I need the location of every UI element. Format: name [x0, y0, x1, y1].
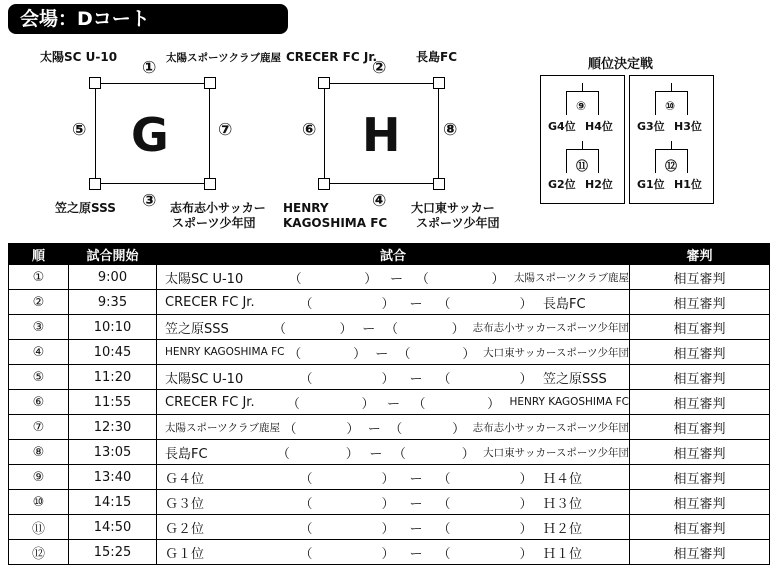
- score-paren-close: ）: [461, 446, 475, 462]
- score-dash: ー: [409, 296, 423, 312]
- score-paren-close: ）: [339, 321, 353, 337]
- score-dash: ー: [387, 396, 401, 412]
- home-team: CRECER FC Jr.: [165, 294, 255, 310]
- score-paren-close: ）: [381, 296, 395, 312]
- start-time: 14:50: [69, 515, 157, 540]
- score-paren-close: ）: [381, 371, 395, 387]
- score-paren-close: ）: [381, 471, 395, 487]
- match-number: ⑪: [9, 515, 69, 540]
- referee: 相互審判: [630, 490, 770, 515]
- match-number: ⑤: [9, 365, 69, 390]
- referee: 相互審判: [630, 265, 770, 290]
- away-team: Ｈ４位: [543, 471, 583, 487]
- score-paren-close: ）: [353, 346, 367, 362]
- bracket-number: ⑩: [665, 99, 676, 113]
- score-paren-close: ）: [519, 371, 533, 387]
- score-paren-close: ）: [381, 546, 395, 562]
- away-team: 笠之原SSS: [543, 371, 607, 387]
- start-time: 10:45: [69, 340, 157, 365]
- match-number: ⑧: [9, 440, 69, 465]
- corner-marker: [318, 77, 330, 89]
- corner-marker: [89, 178, 101, 190]
- score-paren-close: ）: [491, 271, 505, 287]
- referee: 相互審判: [630, 440, 770, 465]
- away-team: HENRY KAGOSHIMA FC: [509, 396, 629, 408]
- away-team: 志布志小サッカースポーツ少年団: [472, 421, 629, 434]
- start-time: 13:05: [69, 440, 157, 465]
- away-team: Ｈ１位: [543, 546, 583, 562]
- score-paren-open: （: [437, 546, 451, 562]
- away-team: 太陽スポーツクラブ鹿屋: [514, 271, 629, 284]
- match-circle: ⑤: [72, 120, 87, 140]
- match-cell: [157, 365, 630, 390]
- match-circle: ⑦: [218, 120, 233, 140]
- match-cell: [157, 540, 630, 565]
- bracket-team: H3位: [674, 120, 702, 133]
- home-team: 太陽SC U-10: [165, 371, 244, 387]
- home-team: Ｇ３位: [165, 496, 205, 512]
- score-paren-open: （: [392, 446, 406, 462]
- start-time: 14:15: [69, 490, 157, 515]
- team-label: 長島FC: [416, 50, 458, 64]
- col-header-match: 試合: [157, 244, 630, 265]
- match-cell: [157, 290, 630, 315]
- match-number: ⑥: [9, 390, 69, 415]
- score-paren-open: （: [276, 446, 290, 462]
- score-paren-open: （: [415, 271, 429, 287]
- score-paren-open: （: [299, 496, 313, 512]
- referee: 相互審判: [630, 465, 770, 490]
- table-row: [9, 365, 770, 390]
- away-team: 大口東サッカースポーツ少年団: [483, 446, 630, 459]
- home-team: HENRY KAGOSHIMA FC: [165, 346, 285, 358]
- score-paren-open: （: [286, 396, 300, 412]
- bracket-number: ⑪: [576, 159, 589, 173]
- score-paren-open: （: [299, 296, 313, 312]
- bracket-number: ⑫: [665, 159, 678, 173]
- score-dash: ー: [409, 471, 423, 487]
- match-cell: [157, 490, 630, 515]
- col-header-no: 順: [9, 244, 69, 265]
- table-row: [9, 390, 770, 415]
- table-row: [9, 290, 770, 315]
- away-team: Ｈ２位: [543, 521, 583, 537]
- score-paren-open: （: [437, 521, 451, 537]
- score-paren-close: ）: [381, 496, 395, 512]
- score-paren-close: ）: [452, 421, 466, 437]
- score-paren-open: （: [272, 321, 286, 337]
- score-dash: ー: [409, 371, 423, 387]
- score-paren-open: （: [288, 271, 302, 287]
- match-number: ④: [9, 340, 69, 365]
- start-time: 9:35: [69, 290, 157, 315]
- match-cell: [157, 465, 630, 490]
- match-cell: [157, 415, 630, 440]
- schedule-table: [8, 243, 770, 565]
- score-dash: ー: [409, 496, 423, 512]
- match-cell: [157, 315, 630, 340]
- match-circle: ③: [142, 191, 157, 211]
- corner-marker: [204, 77, 216, 89]
- score-dash: ー: [362, 321, 376, 337]
- table-row: [9, 315, 770, 340]
- bracket-team: G3位: [637, 120, 665, 133]
- score-dash: ー: [369, 446, 383, 462]
- away-team: 長島FC: [543, 296, 586, 312]
- team-label: KAGOSHIMA FC: [283, 216, 388, 230]
- referee: 相互審判: [630, 290, 770, 315]
- match-circle: ①: [142, 58, 157, 78]
- referee: 相互審判: [630, 515, 770, 540]
- bracket-number: ⑨: [576, 99, 587, 113]
- match-cell: [157, 265, 630, 290]
- start-time: 11:20: [69, 365, 157, 390]
- team-label: 太陽スポーツクラブ鹿屋: [166, 52, 281, 64]
- score-dash: ー: [409, 521, 423, 537]
- team-label: 太陽SC U-10: [40, 50, 118, 64]
- home-team: 太陽スポーツクラブ鹿屋: [165, 421, 280, 434]
- corner-marker: [318, 178, 330, 190]
- start-time: 9:00: [69, 265, 157, 290]
- match-circle: ⑥: [302, 120, 317, 140]
- score-paren-open: （: [437, 471, 451, 487]
- table-row: [9, 490, 770, 515]
- referee: 相互審判: [630, 390, 770, 415]
- table-row: [9, 415, 770, 440]
- bracket-team: G4位: [548, 120, 576, 133]
- corner-marker: [433, 178, 445, 190]
- match-cell: [157, 515, 630, 540]
- home-team: Ｇ４位: [165, 471, 205, 487]
- score-paren-open: （: [389, 421, 403, 437]
- score-paren-open: （: [412, 396, 426, 412]
- bracket-team: H2位: [585, 178, 613, 191]
- match-circle: ⑧: [443, 120, 458, 140]
- referee: 相互審判: [630, 415, 770, 440]
- score-paren-open: （: [437, 496, 451, 512]
- home-team: CRECER FC Jr.: [165, 394, 255, 410]
- referee: 相互審判: [630, 315, 770, 340]
- home-team: Ｇ１位: [165, 546, 205, 562]
- start-time: 11:55: [69, 390, 157, 415]
- table-row: [9, 465, 770, 490]
- team-label: 大口東サッカー: [411, 201, 495, 215]
- score-paren-open: （: [299, 521, 313, 537]
- match-number: ⑫: [9, 540, 69, 565]
- playoff-title: 順位決定戦: [588, 57, 654, 72]
- score-paren-close: ）: [462, 346, 476, 362]
- start-time: 15:25: [69, 540, 157, 565]
- score-dash: ー: [409, 546, 423, 562]
- score-paren-close: ）: [519, 546, 533, 562]
- match-number: ①: [9, 265, 69, 290]
- team-label: HENRY: [283, 201, 329, 215]
- match-number: ⑦: [9, 415, 69, 440]
- match-cell: [157, 390, 630, 415]
- away-team: 大口東サッカースポーツ少年団: [483, 346, 629, 359]
- match-circle: ②: [372, 58, 387, 78]
- group-letter: G: [131, 108, 169, 162]
- corner-marker: [89, 77, 101, 89]
- score-paren-open: （: [437, 296, 451, 312]
- match-number: ⑨: [9, 465, 69, 490]
- away-team: Ｈ３位: [543, 496, 583, 512]
- score-paren-open: （: [299, 371, 313, 387]
- score-paren-close: ）: [364, 271, 378, 287]
- match-circle: ④: [372, 191, 387, 211]
- start-time: 13:40: [69, 465, 157, 490]
- score-paren-close: ）: [519, 471, 533, 487]
- team-label: スポーツ少年団: [416, 216, 500, 230]
- match-number: ⑩: [9, 490, 69, 515]
- match-cell: [157, 340, 630, 365]
- venue-title: 会場：Dコート: [8, 4, 288, 34]
- bracket-team: G2位: [548, 178, 576, 191]
- match-number: ③: [9, 315, 69, 340]
- table-header-row: [9, 244, 770, 265]
- corner-marker: [204, 178, 216, 190]
- score-paren-open: （: [288, 346, 302, 362]
- score-paren-close: ）: [346, 421, 360, 437]
- match-cell: [157, 440, 630, 465]
- score-paren-open: （: [437, 371, 451, 387]
- start-time: 12:30: [69, 415, 157, 440]
- score-paren-close: ）: [519, 296, 533, 312]
- referee: 相互審判: [630, 340, 770, 365]
- team-label: 笠之原SSS: [55, 201, 116, 215]
- score-paren-open: （: [385, 321, 399, 337]
- team-label: 志布志小サッカー: [170, 201, 266, 215]
- table-row: [9, 440, 770, 465]
- score-paren-close: ）: [487, 396, 501, 412]
- score-paren-close: ）: [519, 496, 533, 512]
- referee: 相互審判: [630, 540, 770, 565]
- start-time: 10:10: [69, 315, 157, 340]
- team-label: スポーツ少年団: [172, 216, 256, 230]
- score-paren-close: ）: [519, 521, 533, 537]
- home-team: Ｇ２位: [165, 521, 205, 537]
- table-row: [9, 540, 770, 565]
- bracket-team: H4位: [585, 120, 613, 133]
- table-row: [9, 265, 770, 290]
- score-paren-open: （: [283, 421, 297, 437]
- away-team: 志布志小サッカースポーツ少年団: [472, 321, 630, 334]
- referee: 相互審判: [630, 365, 770, 390]
- match-number: ②: [9, 290, 69, 315]
- group-letter: H: [362, 108, 401, 162]
- col-header-time: 試合開始: [69, 244, 157, 265]
- score-paren-close: ）: [345, 446, 359, 462]
- home-team: 笠之原SSS: [165, 321, 229, 337]
- score-paren-close: ）: [361, 396, 375, 412]
- table-row: [9, 515, 770, 540]
- score-paren-open: （: [299, 546, 313, 562]
- home-team: 長島FC: [165, 446, 208, 462]
- team-label: CRECER FC Jr.: [286, 50, 378, 64]
- col-header-referee: 審判: [630, 244, 770, 265]
- score-paren-close: ）: [451, 321, 465, 337]
- score-paren-open: （: [397, 346, 411, 362]
- score-dash: ー: [390, 271, 404, 287]
- bracket-team: H1位: [674, 178, 702, 191]
- score-dash: ー: [375, 346, 389, 362]
- corner-marker: [433, 77, 445, 89]
- bracket-team: G1位: [637, 178, 665, 191]
- score-paren-open: （: [299, 471, 313, 487]
- table-row: [9, 340, 770, 365]
- score-paren-close: ）: [381, 521, 395, 537]
- home-team: 太陽SC U-10: [165, 271, 244, 287]
- score-dash: ー: [367, 421, 381, 437]
